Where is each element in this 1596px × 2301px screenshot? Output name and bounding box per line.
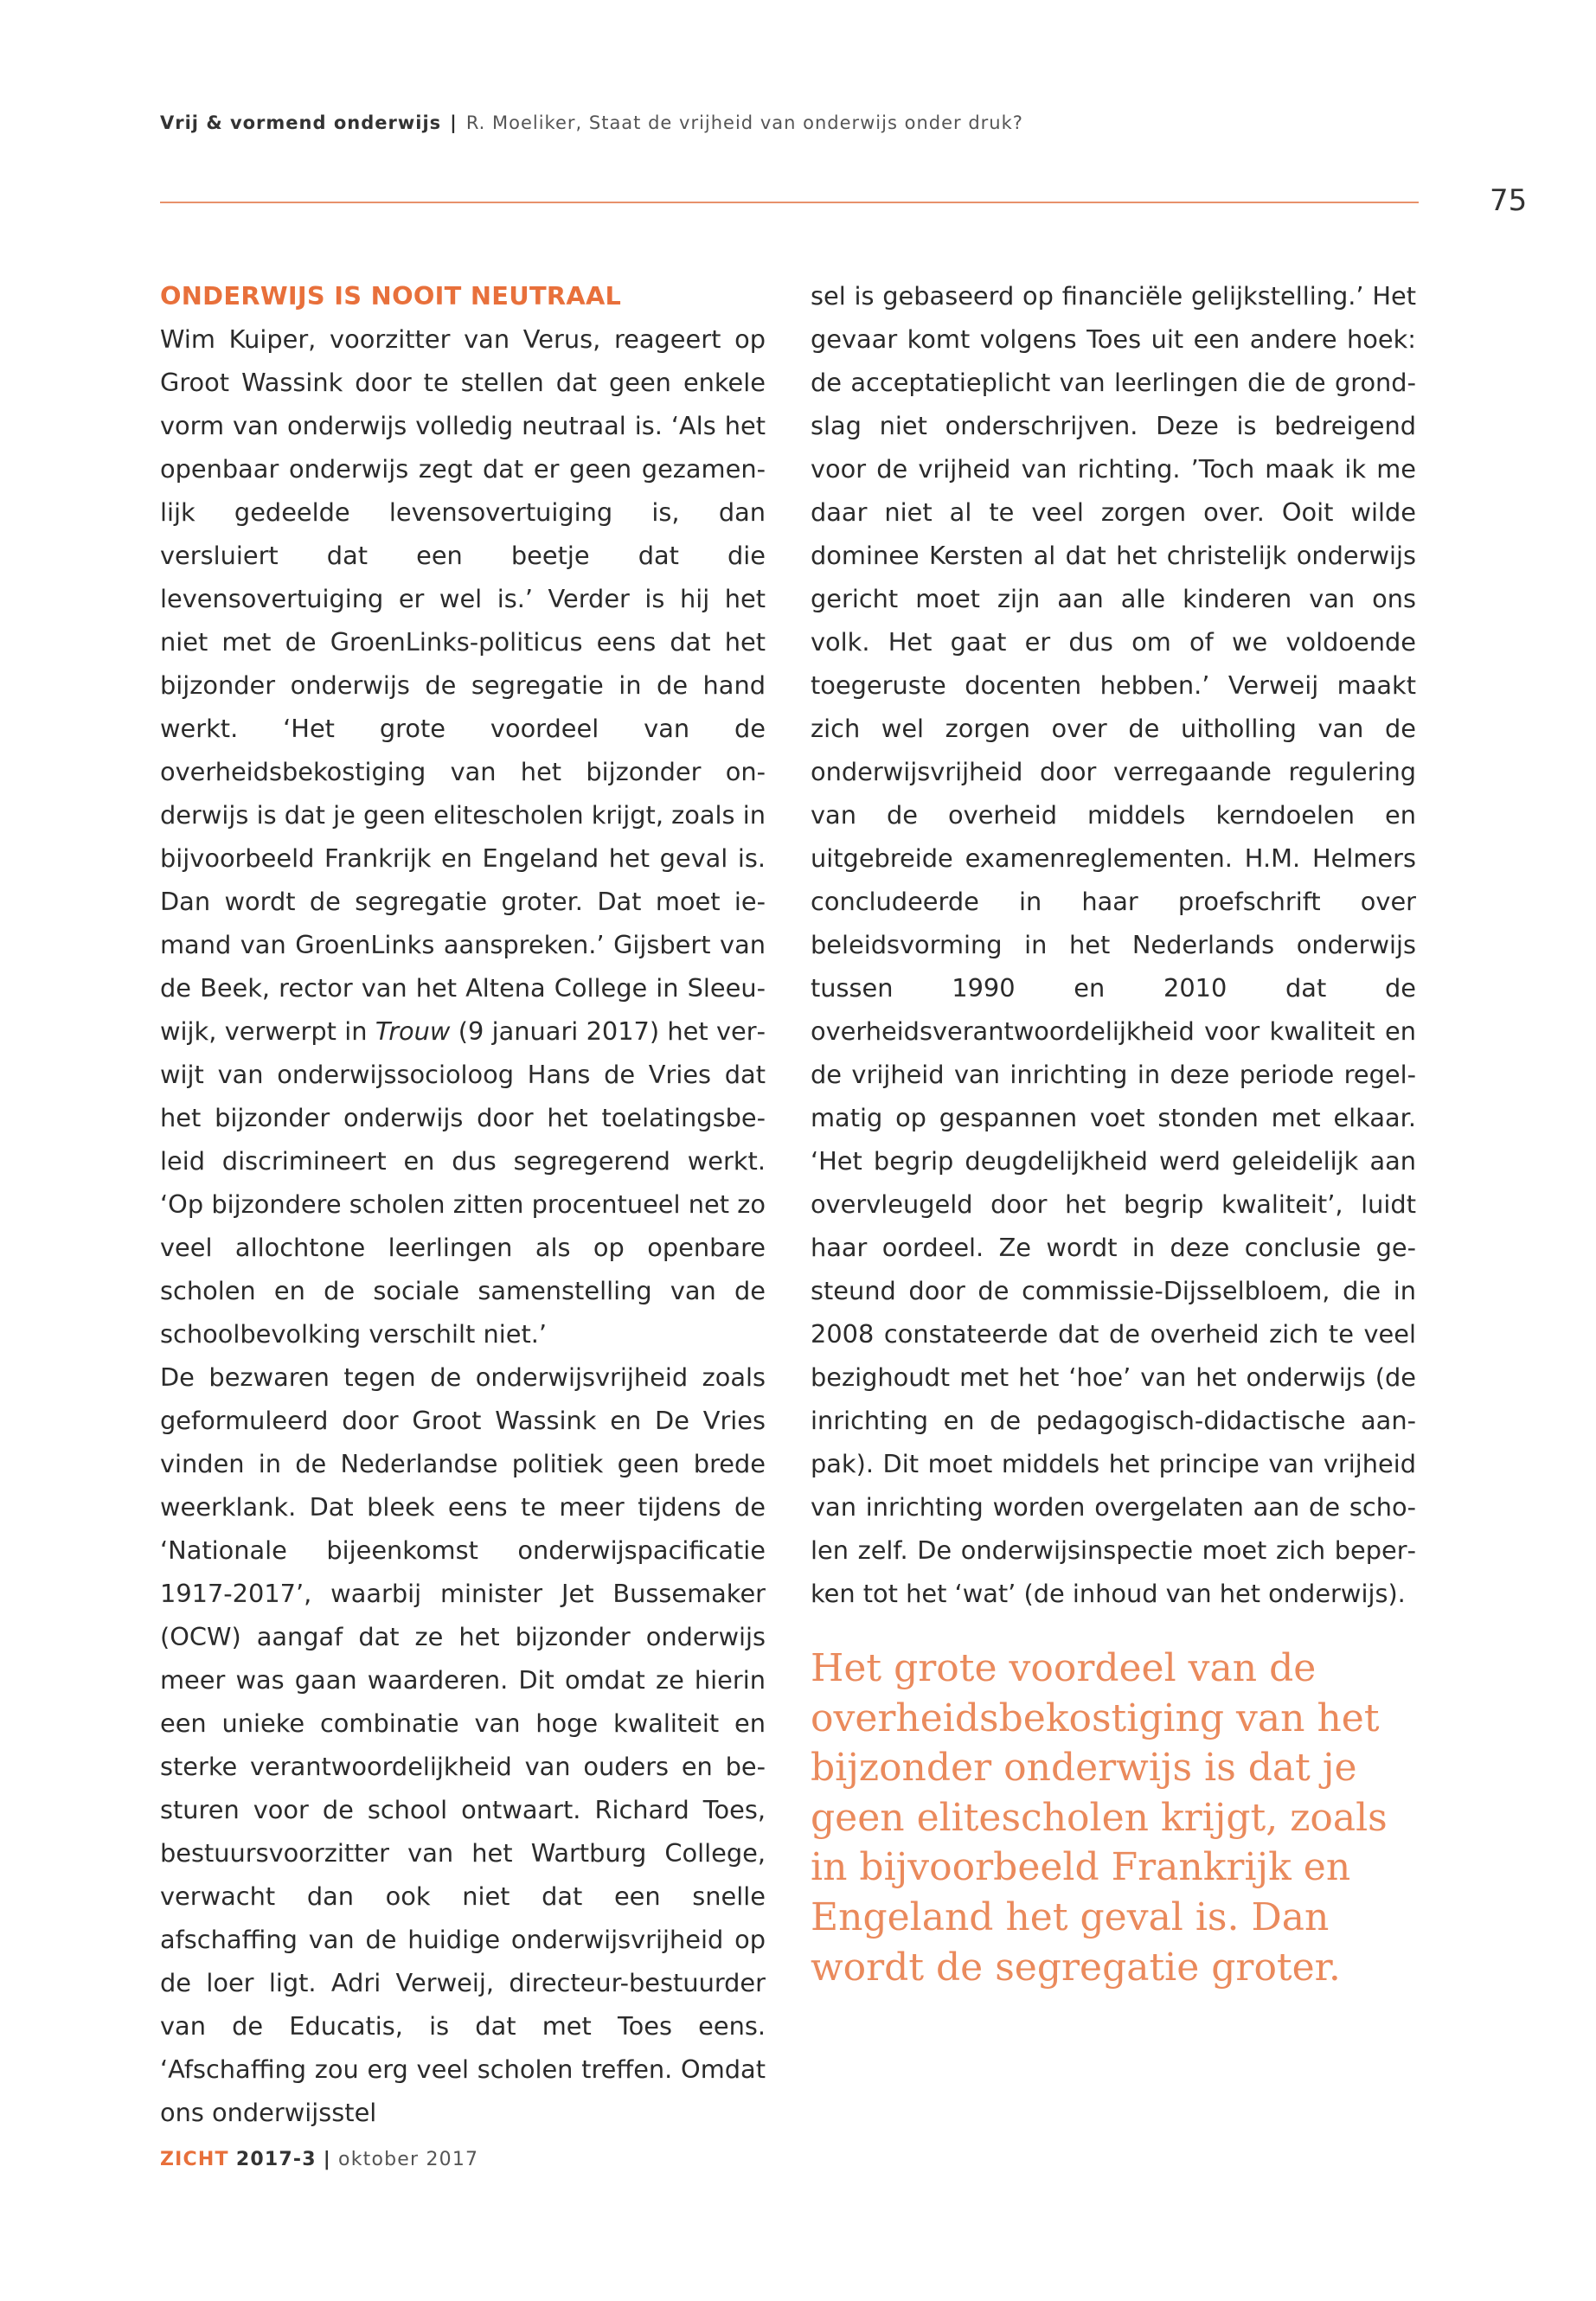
body-text: Wim Kuiper, voorzitter van Verus, reageert op Groot Wassink door te stellen dat geen enkele vorm van onderwijs volledig neutraal is. ‘Als het openbaar onderwijs zegt dat er geen gezamenlijk gedeelde levensovertuiging is, dan versluiert dat een beetje dat die levensovertuiging er wel is.’ Verder is hij het niet met de GroenLinks-politicus eens dat het bijzonder onderwijs de segregatie in de hand werkt. ‘Het grote voordeel van de overheidsbekostiging van het bijzonder onderwijs is dat je geen elitescholen krijgt, zoals in bijvoorbeeld Frankrijk en Engeland het geval is. Dan wordt de segregatie groter. Dat moet iemand van GroenLinks aanspreken.’ Gijsbert van de Beek, rector van het Altena College in Sleeuwijk, verwerpt in <box>160 324 766 1046</box>
publication-title: Trouw <box>375 1016 451 1046</box>
footer-separator: | <box>323 2149 332 2170</box>
header-separator: | <box>450 112 458 133</box>
magazine-name: ZICHT <box>160 2149 229 2170</box>
pull-quote: Het grote voordeel van de overheidsbekostiging van het bijzonder onderwijs is dat je geen elitescholen krijgt, zoals in bijvoorbeeld Frankrijk en Engeland het geval is. Dan wordt de segregatie groter. <box>811 1646 1388 1990</box>
body-paragraph: De bezwaren tegen de onderwijsvrijheid zoals geformuleerd door Groot Wassink en De Vries vinden in de Nederlandse politiek geen brede weerklank. Dat bleek eens te meer tijdens de ‘Nationale bijeenkomst onderwijspacificatie 1917-2017’, waarbij minister Jet Bussemaker (OCW) aangaf dat ze het bijzonder onderwijs meer was gaan waarderen. Dit omdat ze hierin een unieke combinatie van hoge kwaliteit en sterke verantwoordelijkheid van ouders en besturen voor de school ontwaart. Richard Toes, bestuursvoorzitter van het Wartburg College, verwacht dan ook niet dat een snelle afschaffing van de huidige onderwijsvrijheid op de loer ligt. Adri Verweij, directeur-bestuurder van de Educatis, is dat met Toes eens. ‘Afschaffing zou erg veel scholen treffen. Omdat ons onderwijsstel <box>160 1362 766 2127</box>
running-header <box>160 112 1023 133</box>
issue-number: 2017-3 <box>235 2149 317 2170</box>
footer <box>160 2149 478 2170</box>
body-text: (9 januari 2017) het verwijt van onderwijssocioloog Hans de Vries dat het bijzonder onderwijs door het toelatingsbeleid discrimineert en dus segregerend werkt. ‘Op bijzondere scholen zitten procentueel net zo veel allochtone leerlingen als op openbare scholen en de sociale samenstelling van de schoolbevolking verschilt niet.’ <box>160 1016 766 1349</box>
right-column <box>811 274 1416 1615</box>
body-paragraph: sel is gebaseerd op financiële gelijkstelling.’ Het gevaar komt volgens Toes uit een andere hoek: de acceptatieplicht van leerlingen die de grondslag niet onderschrijven. Deze is bedreigend voor de vrijheid van richting. ’Toch maak ik me daar niet al te veel zorgen over. Ooit wilde dominee Kersten al dat het christelijk onderwijs gericht moet zijn aan alle kinderen van ons volk. Het gaat er dus om of we voldoende toegeruste docenten hebben.’ Verweij maakt zich wel zorgen over de uitholling van de onderwijsvrijheid door verregaande regulering van de overheid middels kerndoelen en uitgebreide examenreglementen. H.M. Helmers concludeerde in haar proefschrift over beleidsvorming in het Nederlands onderwijs tussen 1990 en 2010 dat de overheidsverantwoordelijkheid voor kwaliteit en de vrijheid van inrichting in deze periode regelmatig op gespannen voet stonden met elkaar. ‘Het begrip deugdelijkheid werd geleidelijk aan overvleugeld door het begrip kwaliteit’, luidt haar oordeel. Ze wordt in deze conclusie gesteund door de commissie-Dijsselbloem, die in 2008 constateerde dat de overheid zich te veel bezighoudt met het ‘hoe’ van het onderwijs (de inrichting en de pedagogisch-didactische aanpak). Dit moet middels het principe van vrijheid van inrichting worden overgelaten aan de scholen zelf. De onderwijsinspectie moet zich beperken tot het ‘wat’ (de inhoud van het onderwijs). <box>811 281 1416 1608</box>
article-title: R. Moeliker, Staat de vrijheid van onderwijs onder druk? <box>465 112 1023 133</box>
page-number: 75 <box>1490 183 1528 218</box>
header-rule <box>160 202 1419 203</box>
left-column <box>160 274 766 2134</box>
series-title: Vrij & vormend onderwijs <box>160 112 442 133</box>
body-paragraph <box>160 317 766 1356</box>
issue-date: oktober 2017 <box>338 2149 479 2170</box>
section-heading: ONDERWIJS IS NOOIT NEUTRAAL <box>160 281 622 311</box>
